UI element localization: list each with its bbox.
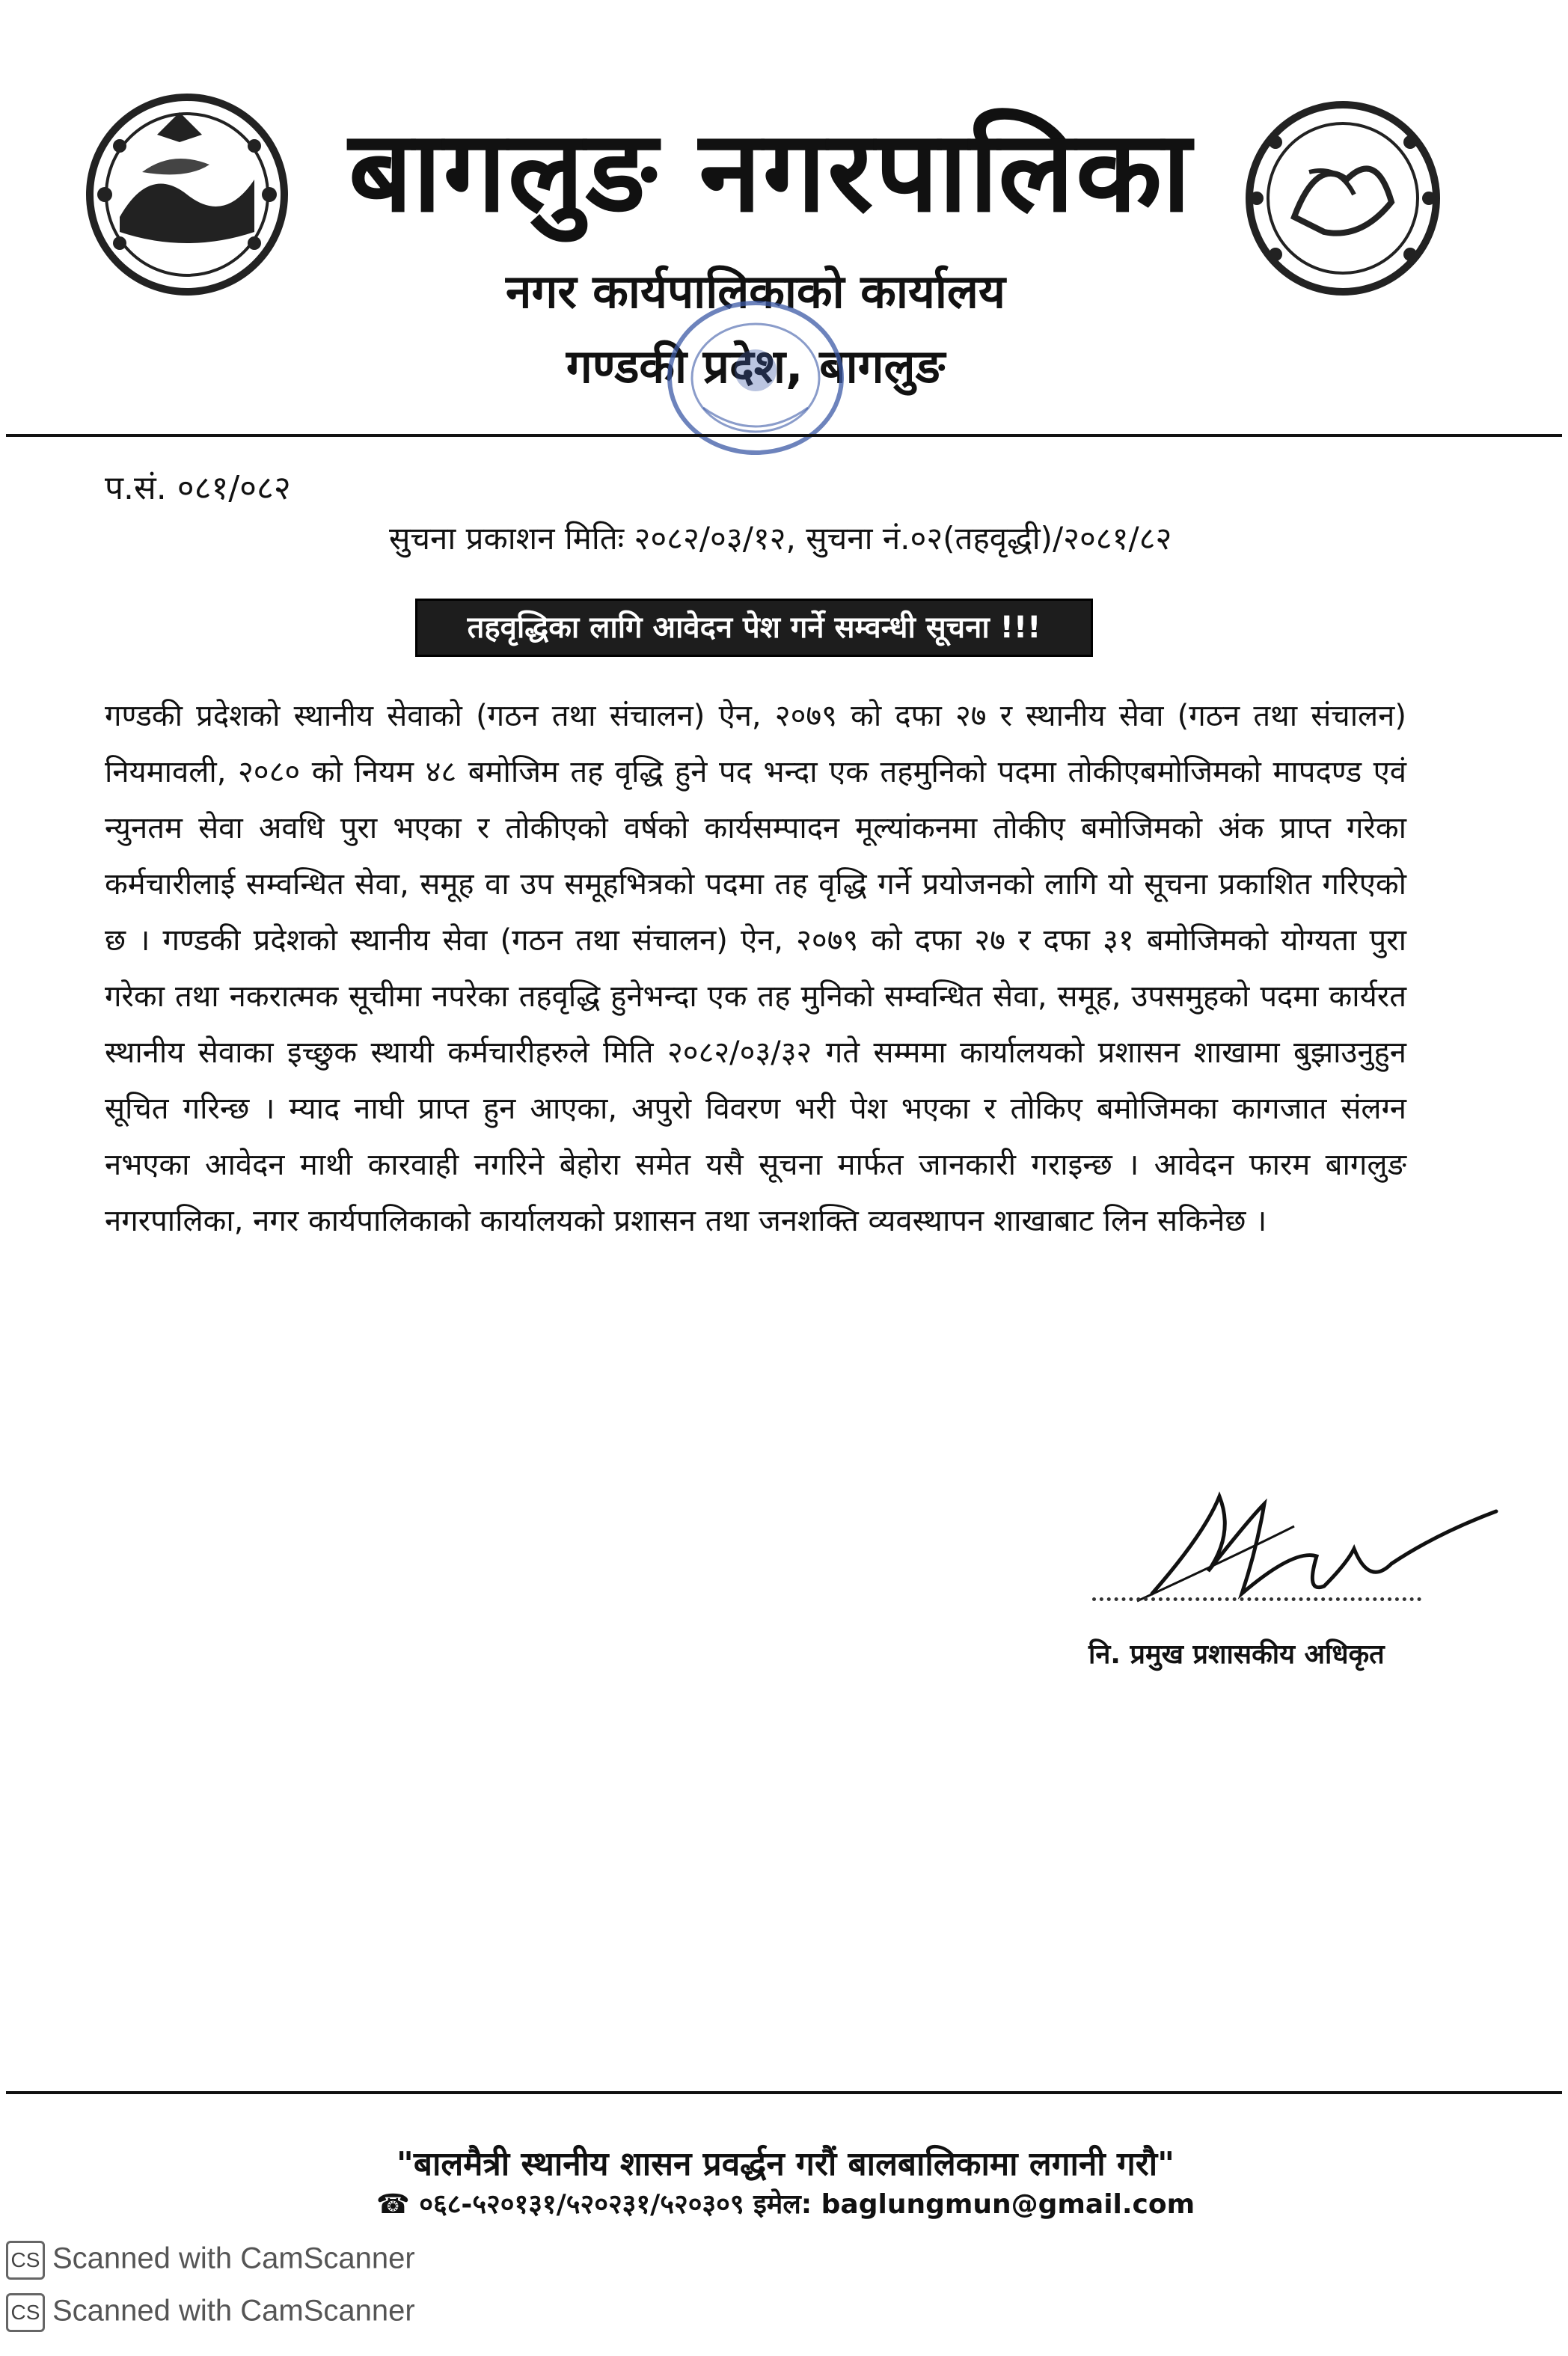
signature-icon	[1122, 1481, 1511, 1616]
municipality-logo-icon	[1234, 90, 1451, 307]
notice-heading: तहवृद्धिका लागि आवेदन पेश गर्ने सम्वन्धी सूचना !!!	[415, 599, 1093, 657]
signatory-title: नि. प्रमुख प्रशासकीय अधिकृत	[1088, 1639, 1385, 1670]
camscanner-logo-icon: CS	[6, 2241, 45, 2280]
nepal-emblem-icon	[75, 82, 299, 307]
office-line: नगर कार्यपालिकाको कार्यालय	[506, 264, 1005, 319]
camscanner-watermark: CS Scanned with CamScanner	[6, 2293, 415, 2332]
camscanner-watermark: CS Scanned with CamScanner	[6, 2241, 415, 2280]
municipality-title: बागलुङ नगरपालिका	[348, 107, 1193, 237]
location-line: गण्डकी प्रदेश, बागलुङ	[566, 339, 946, 394]
notice-date-line: सुचना प्रकाशन मितिः २०८२/०३/१२, सुचना नं.०२(तहवृद्धी)/२०८१/८२	[389, 520, 1172, 557]
office-stamp-icon	[658, 296, 853, 475]
footer-divider	[6, 2091, 1562, 2094]
camscanner-logo-icon: CS	[6, 2293, 45, 2332]
footer-slogan: "बालमैत्री स्थानीय शासन प्रवर्द्धन गरौं बालबालिकामा लगानी गरौ"	[396, 2145, 1175, 2183]
signature-line	[1092, 1597, 1421, 1601]
fiscal-reference: प.सं. ०८१/०८२	[105, 469, 291, 507]
notice-body: गण्डकी प्रदेशको स्थानीय सेवाको (गठन तथा संचालन) ऐन, २०७९ को दफा २७ र स्थानीय सेवा (गठन तथा संचालन) नियमावली, २०८० को नियम ४८ बमोजिम तह वृद्धि हुने पद भन्दा एक तहमुनिको पदमा तोकीएबमोजिमको मापदण्ड एवं न्युनतम सेवा अवधि पुरा भएका र तोकीएको वर्षको कार्यसम्पादन मूल्यांकनमा तोकीए बमोजिमको अंक प्राप्त गरेका कर्मचारीलाई सम्वन्धित सेवा, समूह वा उप समूहभित्रको पदमा तह वृद्धि गर्ने प्रयोजनको लागि यो सूचना प्रकाशित गरिएको छ । गण्डकी प्रदेशको स्थानीय सेवा (गठन तथा संचालन) ऐन, २०७९ को दफा २७ र दफा ३१ बमोजिमको योग्यता पुरा गरेका तथा नकरात्मक सूचीमा नपरेका तहवृद्धि हुनेभन्दा एक तह मुनिको सम्वन्धित सेवा, समूह, उपसमुहको पदमा कार्यरत स्थानीय सेवाका इच्छुक स्थायी कर्मचारीहरुले मिति २०८२/०३/३२ गते सम्ममा कार्यालयको प्रशासन शाखामा बुझाउनुहुन सूचित गरिन्छ । म्याद नाघी प्राप्त हुन आएका, अपुरो विवरण भरी पेश भएका र तोकिए बमोजिमका कागजात संलग्न नभएका आवेदन माथी कारवाही नगरिने बेहोरा समेत यसै सूचना मार्फत जानकारी गराइन्छ । आवेदन फारम बागलुङ नगरपालिका, नगर कार्यपालिकाको कार्यालयको प्रशासन तथा जनशक्ति व्यवस्थापन शाखाबाट लिन सकिनेछ ।	[105, 699, 1406, 1238]
footer-contact: ☎ ०६८-५२०१३१/५२०२३१/५२०३०९ इमेल: baglungmun@gmail.com	[376, 2189, 1195, 2220]
header-divider	[6, 434, 1562, 437]
